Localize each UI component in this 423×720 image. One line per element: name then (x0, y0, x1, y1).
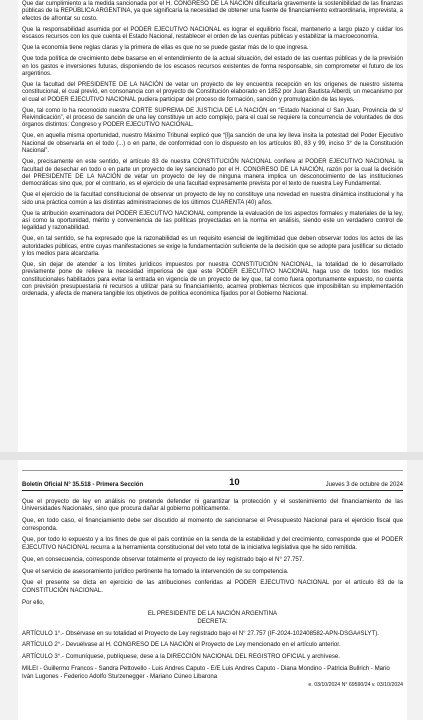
page-number: 10 (229, 477, 240, 488)
paragraph: Que el presente se dicta en ejercicio de las atribuciones conferidas al PODER EJECUTIVO NACIONAL por el artículo 83 de la CONSTITUCIÓN NACIONAL. (22, 579, 403, 594)
paragraph: Que el servicio de asesoramiento jurídico pertinente ha tomado la intervención de su competencia. (22, 567, 289, 575)
paragraph: Que, sin dejar de atender a los límites jurídicos impuestos por nuestra CONSTITUCIÓN NACIONAL, la totalidad de lo desarrollado previamente pone de relieve la necesidad imperiosa de que este PODER EJECUTIVO NACIONAL haga uso de todos los medios constitucionales habilitados para evitar la entrada en vigencia de un proyecto de ley que, tal como fuera oportunamente expuesto, no cuenta con previsión presupuestaria ni recursos a utilizar para su financiamiento, acarrea problemas técnicos que imposibilitan su implementación ordenada, y afecta de manera tangible los objetivos de política económica fijados por el Gobierno Nacional. (22, 262, 403, 298)
publication-reference: e. 03/10/2024 N° 69590/24 v. 03/10/2024 (308, 682, 403, 689)
page-header (22, 470, 403, 491)
paragraph: Que, en todo caso, el financiamiento debe ser discutido al momento de sancionarse el Presupuesto Nacional para el ejercicio fiscal que corresponda. (22, 517, 403, 532)
paragraph: Que, precisamente en este sentido, el artículo 83 de nuestra CONSTITUCIÓN NACIONAL confiere al PODER EJECUTIVO NACIONAL la facultad de desechar en todo o en parte un proyecto de ley sancionado por el H. CONGRESO DE LA NACIÓN, razón por la cual la decisión del PRESIDENTE DE LA NACIÓN de vetar un proyecto de ley de ninguna manera implica un desconocimiento de las instituciones democráticas sino que, por el contrario, es el ejercicio de una facultad expresamente prevista por el texto de nuestra Ley Fundamental. (22, 159, 403, 188)
signatures: MILEI - Guillermo Francos - Sandra Pettovello - Luis Andres Caputo - E/E Luis Andres Caputo - Diana Mondino - Patricia Bullrich - Mario Iván Lugones - Federico Adolfo Sturzenegger - Mariano Cúneo Libarona (22, 665, 390, 680)
paragraph: Que el ejercicio de la facultad constitucional de observar un proyecto de ley no constituye una novedad en nuestra dinámica institucional y ha sido una práctica común a las distintas administraciones de los últimos CUARENTA (40) años. (22, 192, 403, 206)
bulletin-title: Boletín Oficial N° 35.518 - Primera Sección (22, 482, 144, 488)
decreta-heading: DECRETA: (197, 617, 228, 625)
paragraph: Que, en tal sentido, se ha expresado que la razonabilidad es un requisito esencial de legitimidad que deben observar todos los actos de las autoridades públicas, entre cuyas manifestaciones se exige la fundamentación suficiente de la decisión que se adopte para justificar su dictado y los medios para alcanzarla. (22, 236, 403, 258)
article: ARTÍCULO 2°.- Devuélvase al H. CONGRESO DE LA NACIÓN el Proyecto de Ley mencionado en el artículo anterior. (22, 641, 341, 649)
paragraph: Que el proyecto de ley en análisis no pretende defender ni garantizar la protección y el sostenimiento del financiamiento de las Universidades Nacionales, sino que procura dañar al gobierno políticamente. (22, 498, 403, 513)
paragraph: Que la responsabilidad asumida por el PODER EJECUTIVO NACIONAL es lograr el equilibrio fiscal, mantenerlo a largo plazo y cuidar los escasos recursos con los que cuenta el Estado Nacional, restablecer el orden de las cuentas públicas y estabilizar la macroeconomía. (22, 26, 403, 41)
paragraph: Que dar cumplimiento a la medida sancionada por el H. CONGRESO DE LA NACIÓN dificultaría gravemente la sostenibilidad de las finanzas públicas de la REPÚBLICA ARGENTINA, ya que significaría la necesidad de obtener una fuente de financiamiento extraordinaria, imprevista, a efectos de afrontar su costo. (22, 1, 403, 22)
paragraph: Que la economía tiene reglas claras y la primera de ellas es que no se puede gastar más de lo que ingresa. (22, 45, 309, 52)
paragraph: Que, por todo lo expuesto y a los fines de que el país continúe en la senda de la estabilidad y del crecimiento, corresponde que el PODER EJECUTIVO NACIONAL recurra a la herramienta constitucional del veto total de la iniciativa legislativa que he sido remitida. (22, 536, 403, 551)
paragraph: Que toda política de crecimiento debe basarse en el entendimiento de la actual situación, del estado de las cuentas públicas y de la previsión en los gastos e inversiones futuras, disponiendo de los escasos recursos existentes de forma responsable, sin comprometer el futuro de los argentinos. (22, 56, 403, 77)
article: ARTÍCULO 3°.- Comuníquese, publíquese, dese a la DIRECCIÓN NACIONAL DEL REGISTRO OFICIAL y archívese. (22, 653, 340, 661)
paragraph: Por ello, (22, 598, 45, 606)
article: ARTÍCULO 1°.- Obsérvase en su totalidad el Proyecto de Ley registrado bajo el N° 27.757 (IF-2024-102408582-APN-DSGA#SLYT). (22, 629, 379, 637)
paragraph: Que, tal como lo ha reconocido nuestra CORTE SUPREMA DE JUSTICIA DE LA NACIÓN en “Estado Nacional c/ San Juan, Provincia de s/ Reivindicación”, el proceso de sanción de una ley constituye un acto complejo, para el cual se requiere la concurrencia de voluntades de dos órganos distintos: Congreso y PODER EJECUTIVO NACIONAL. (22, 107, 403, 129)
paragraph: Que la atribución examinadora del PODER EJECUTIVO NACIONAL comprende la evaluación de los aspectos formales y materiales de la ley, así como la oportunidad, mérito y conveniencia de las políticas proyectadas en la norma en análisis, siendo este un verdadero control de legalidad y razonabilidad. (22, 210, 403, 232)
paragraph: Que, en aquella misma oportunidad, nuestro Máximo Tribunal explicó que “[l]a sanción de una ley lleva ínsita la potestad del Poder Ejecutivo Nacional de observarla en el todo (...) o en parte, de conformidad con lo dispuesto en los artículos 80, 83 y 99, inciso 3° de la Constitución Nacional”. (22, 133, 403, 155)
document-page-upper (18, 0, 407, 452)
paragraph: Que, en consecuencia, corresponde observar totalmente el proyecto de ley registrado bajo el N° 27.757. (22, 555, 304, 563)
document-page-lower (18, 460, 407, 720)
president-heading: EL PRESIDENTE DE LA NACIÓN ARGENTINA (147, 610, 278, 618)
page-separator (0, 452, 423, 460)
paragraph: Que la facultad del PRESIDENTE DE LA NACIÓN de vetar un proyecto de ley encuentra recepción en los orígenes de nuestro sistema constitucional, el cual previó, en consonancia con el proyecto de Constitución elaborado en 1852 por Juan Bautista Alberdi, un mecanismo por el cual el PODER EJECUTIVO NACIONAL pudiera participar del proceso de formación, sanción y promulgación de las leyes. (22, 82, 403, 103)
bulletin-date: Jueves 3 de octubre de 2024 (325, 482, 403, 488)
